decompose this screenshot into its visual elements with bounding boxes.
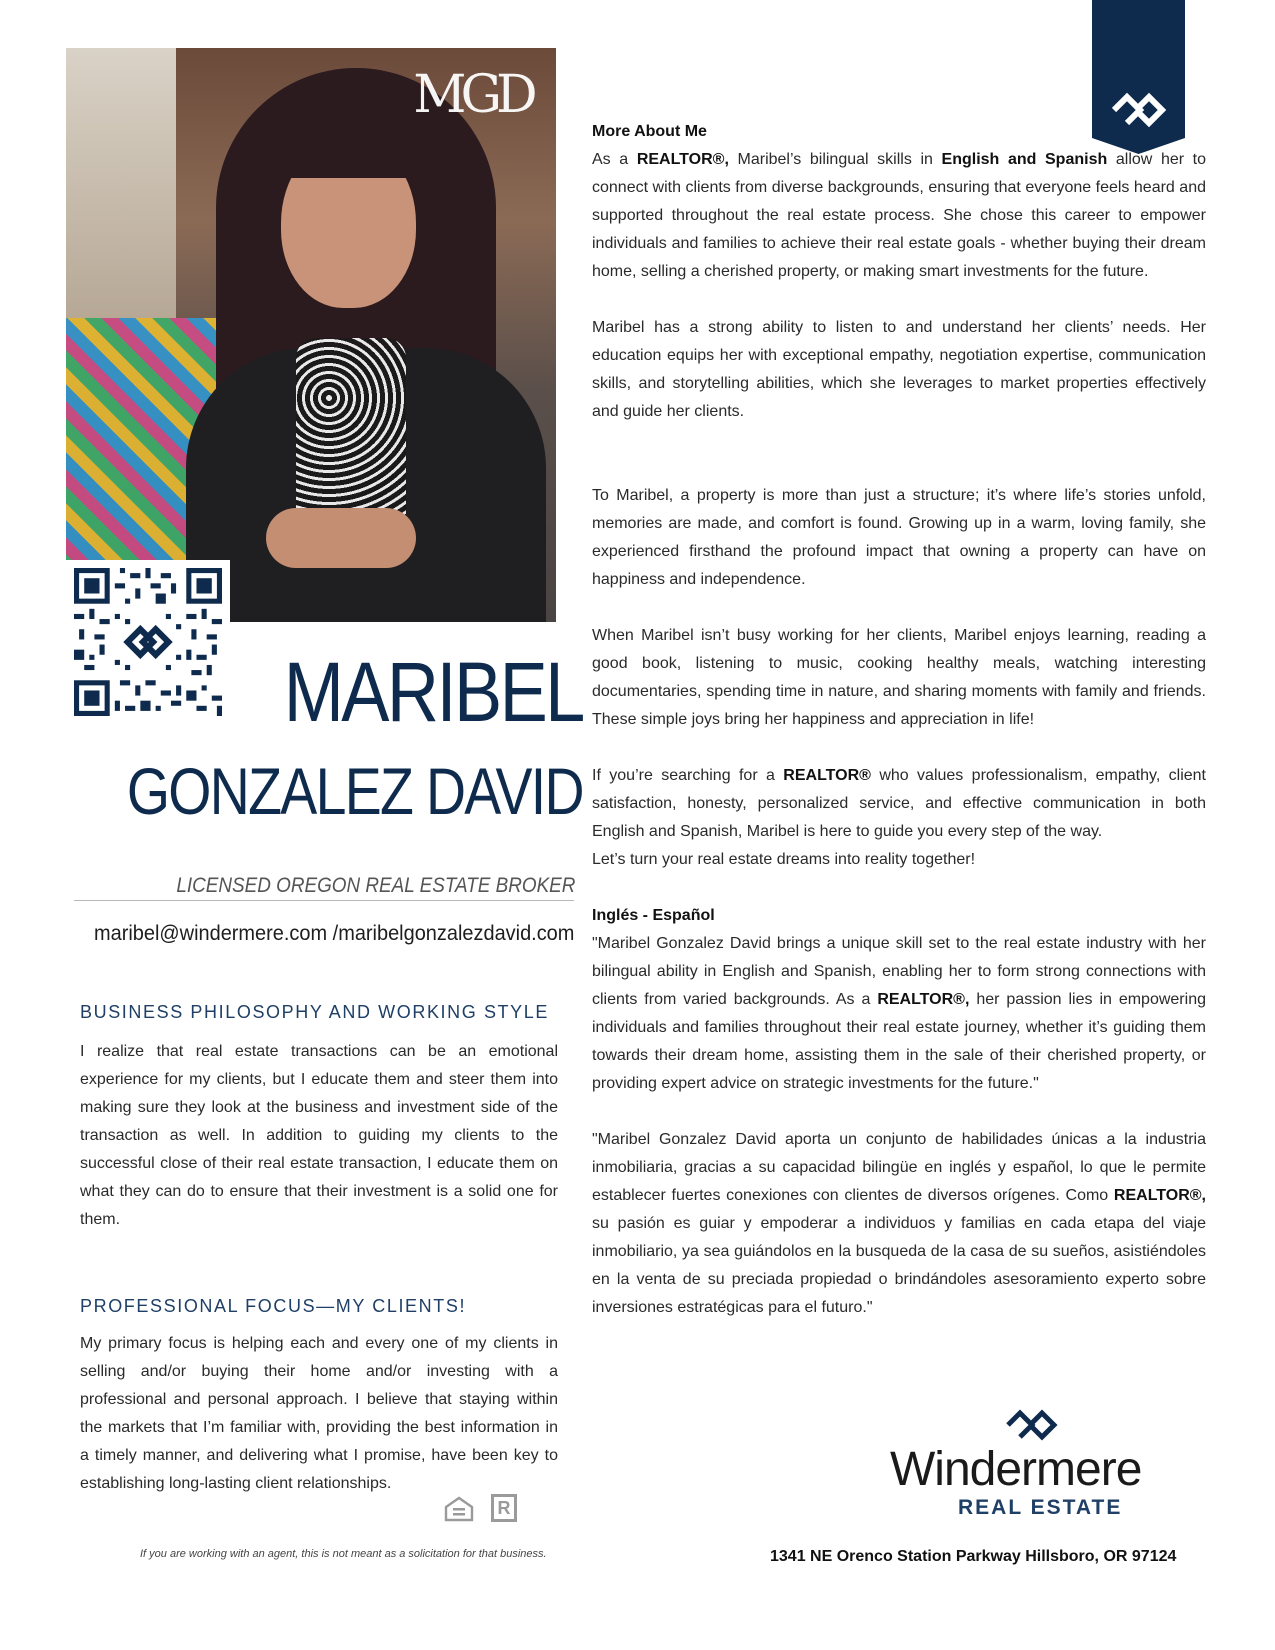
agent-license-title: LICENSED OREGON REAL ESTATE BROKER <box>175 874 575 897</box>
about-paragraph-4: When Maribel isn’t busy working for her clients, Maribel enjoys learning, reading a good book, listening to music, cooking healthy meals, watching interesting documentaries, spending time in nature, and sharing moments with family and friends. These simple joys bring her happiness and appreciation in life! <box>592 627 1206 728</box>
qr-code[interactable] <box>66 560 230 720</box>
about-paragraph-1: As a REALTOR®, Maribel’s bilingual skills in English and Spanish allow her to connect with clients from diverse backgrounds, ensuring that everyone feels heard and supported throughout the real estate process. She chose this career to empower individuals and families to achieve their real estate goals - whether buying their dream home, selling a cherished property, or making smart investments for the future. <box>592 151 1207 280</box>
about-paragraph-5-closing: Let’s turn your real estate dreams into reality together! <box>592 851 976 868</box>
agent-first-name: MARIBEL <box>283 645 583 739</box>
agent-portrait-photo <box>66 48 556 622</box>
office-address: 1341 NE Orenco Station Parkway Hillsboro, OR 97124 <box>770 1548 1177 1565</box>
bilingual-heading: Inglés - Español <box>592 907 715 924</box>
focus-text: My primary focus is helping each and every one of my clients in selling and/or buying their home and/or investing with a professional and personal approach. I believe that staying within the markets that I’m familiar with, providing the best information in a timely manner, and delivering what I promise, have been key to establishing long-lasting client relationships. <box>80 1335 558 1492</box>
windermere-logo-icon <box>1002 1405 1064 1443</box>
agent-contact[interactable]: maribel@windermere.com /maribelgonzalezdavid.com <box>94 922 575 945</box>
qr-code-graphic <box>74 568 222 716</box>
about-paragraph-2: Maribel has a strong ability to listen to and understand her clients’ needs. Her education equips her with exceptional empathy, negotiation expertise, communication skills, and storytelling abilities, which she leverages to market properties effectively and guide her clients. <box>592 319 1206 420</box>
equal-housing-icon <box>444 1496 474 1522</box>
photo-hands <box>266 508 416 568</box>
about-paragraph-5: If you’re searching for a REALTOR® who values professionalism, empathy, client satisfaction, honesty, personalized service, and effective communication in both English and Spanish, Maribel is here to guide you every step of the way. <box>592 767 1207 840</box>
photo-background-window <box>66 48 176 318</box>
bilingual-spanish-quote: "Maribel Gonzalez David aporta un conjunto de habilidades únicas a la industria inmobiliaria, gracias a su capacidad bilingüe en inglés y español, lo que le permite establecer fuertes conexiones con clientes de diversos orígenes. Como REALTOR®, su pasión es guiar y empoderar a individuos y familias en cada etapa del viaje inmobiliario, ya sea guiándolos en la busqueda de la casa de su sueños, asistiéndoles en la venta de su preciada propiedad o brindándoles asesoramiento experto sobre inversiones estratégicas para el futuro." <box>592 1131 1206 1316</box>
philosophy-heading: BUSINESS PHILOSOPHY AND WORKING STYLE <box>80 1002 549 1022</box>
photo-monogram-logo: MGD <box>413 65 532 125</box>
windermere-logo-subtitle: REAL ESTATE <box>958 1496 1123 1519</box>
about-section <box>592 118 1206 1322</box>
focus-heading: PROFESSIONAL FOCUS—MY CLIENTS! <box>80 1296 467 1316</box>
more-about-heading: More About Me <box>592 123 707 140</box>
philosophy-text: I realize that real estate transactions can be an emotional experience for my clients, but I educate them and steer them into making sure they look at the business and investment side of the transaction as well. In addition to guiding my clients to the successful close of their real estate transaction, I educate them on what they can do to ensure that their investment is a solid one for them. <box>80 1043 558 1228</box>
about-paragraph-3: To Maribel, a property is more than just a structure; it’s where life’s stories unfold, memories are made, and comfort is found. Growing up in a warm, loving family, she experienced firsthand the profound impact that owning a property can have on happiness and independence. <box>592 487 1206 588</box>
bilingual-english-quote: "Maribel Gonzalez David brings a unique skill set to the real estate industry with her bilingual ability in English and Spanish, enabling her to form strong connections with clients from varied backgrounds. As a REALTOR®, her passion lies in empowering individuals and families throughout their real estate journey, whether it’s guiding them towards their dream home, assisting them in the sale of their cherished property, or providing expert advice on strategic investments for the future." <box>592 935 1206 1092</box>
windermere-logo-text: Windermere <box>890 1443 1142 1496</box>
divider <box>74 900 574 901</box>
realtor-r-icon: R <box>491 1494 517 1522</box>
disclaimer: If you are working with an agent, this is not meant as a solicitation for that business. <box>140 1548 547 1560</box>
agent-last-name: GONZALEZ DAVID <box>126 754 583 828</box>
